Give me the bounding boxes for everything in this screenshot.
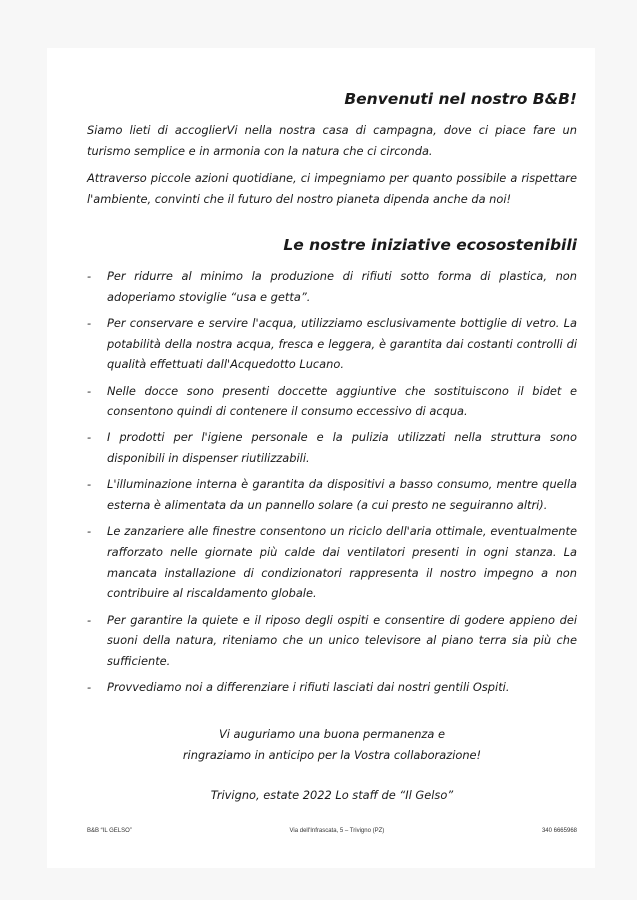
- intro-paragraph: Attraverso piccole azioni quotidiane, ci impegniamo per quanto possibile a rispettare l'ambiente, convinti che il futuro del nostro pianeta dipenda anche da noi!: [87, 171, 577, 206]
- list-item-text: L'illuminazione interna è garantita da dispositivi a basso consumo, mentre quella esterna è alimentata da un pannello solare (a cui presto ne seguiranno altri).: [107, 477, 577, 513]
- footer: [87, 828, 577, 834]
- list-item: [87, 521, 577, 604]
- list-item: [87, 677, 577, 698]
- list-item: [87, 474, 577, 515]
- list-item: [87, 427, 577, 468]
- bullet-dash: -: [87, 477, 92, 492]
- list-item-text: Per ridurre al minimo la produzione di rifiuti sotto forma di plastica, non adoperiamo stoviglie “usa e getta”.: [107, 269, 577, 304]
- list-item-text: Nelle docce sono presenti doccette aggiuntive che sostituiscono il bidet e consentono quindi di contenere il consumo eccessivo di acqua.: [107, 383, 577, 419]
- list-item: [87, 381, 577, 422]
- footer-business-name: B&B “IL GELSO”: [87, 828, 132, 834]
- list-item: [87, 266, 577, 307]
- bullet-dash: -: [87, 430, 92, 445]
- document-page: [47, 48, 595, 868]
- closing-line: ringraziamo in anticipo per la Vostra collaborazione!: [182, 747, 482, 762]
- list-item-text: Per conservare e servire l'acqua, utilizziamo esclusivamente bottiglie di vetro. La potabilità della nostra acqua, fresca e leggera, è garantita dai costanti controlli di qualità effettuati dall'Acquedotto Lucano.: [107, 315, 577, 372]
- list-item: [87, 313, 577, 375]
- bullet-dash: -: [87, 612, 92, 627]
- closing-message: [87, 724, 577, 765]
- list-item-text: Provvediamo noi a differenziare i rifiuti lasciati dai nostri gentili Ospiti.: [107, 680, 510, 695]
- initiatives-title: Le nostre iniziative ecosostenibili: [283, 236, 577, 254]
- closing-line: Vi auguriamo una buona permanenza e: [218, 727, 446, 741]
- intro-paragraph: Siamo lieti di accoglierVi nella nostra casa di campagna, dove ci piace fare un turismo semplice e in armonia con la natura che ci circonda.: [87, 123, 577, 158]
- footer-phone: 340 6665968: [541, 828, 577, 834]
- list-item-text: Le zanzariere alle finestre consentono un riciclo dell'aria ottimale, eventualmente rafforzato nelle giornate più calde dai ventilatori presenti in ogni stanza. La mancata installazione di condizionatori rappresenta il nostro impegno a non contribuire al riscaldamento globale.: [107, 524, 577, 601]
- bullet-dash: -: [87, 269, 92, 283]
- bullet-dash: -: [87, 524, 92, 539]
- list-item-text: Per garantire la quiete e il riposo degli ospiti e consentire di godere appieno dei suoni della natura, riteniamo che un unico televisore al piano terra sia più che sufficiente.: [107, 612, 577, 668]
- list-item: [87, 610, 577, 672]
- bullet-dash: -: [87, 383, 92, 398]
- signature: Trivigno, estate 2022 Lo staff de “Il Gelso”: [210, 788, 454, 802]
- bullet-dash: -: [87, 315, 92, 330]
- page-title: Benvenuti nel nostro B&B!: [344, 90, 577, 108]
- initiatives-list: [87, 266, 577, 703]
- bullet-dash: -: [87, 680, 92, 695]
- list-item-text: I prodotti per l'igiene personale e la pulizia utilizzati nella struttura sono disponibili in dispenser riutilizzabili.: [107, 430, 577, 466]
- intro-section: [87, 120, 577, 216]
- footer-address: Via dell'Infrascata, 5 – Trivigno (PZ): [289, 828, 385, 834]
